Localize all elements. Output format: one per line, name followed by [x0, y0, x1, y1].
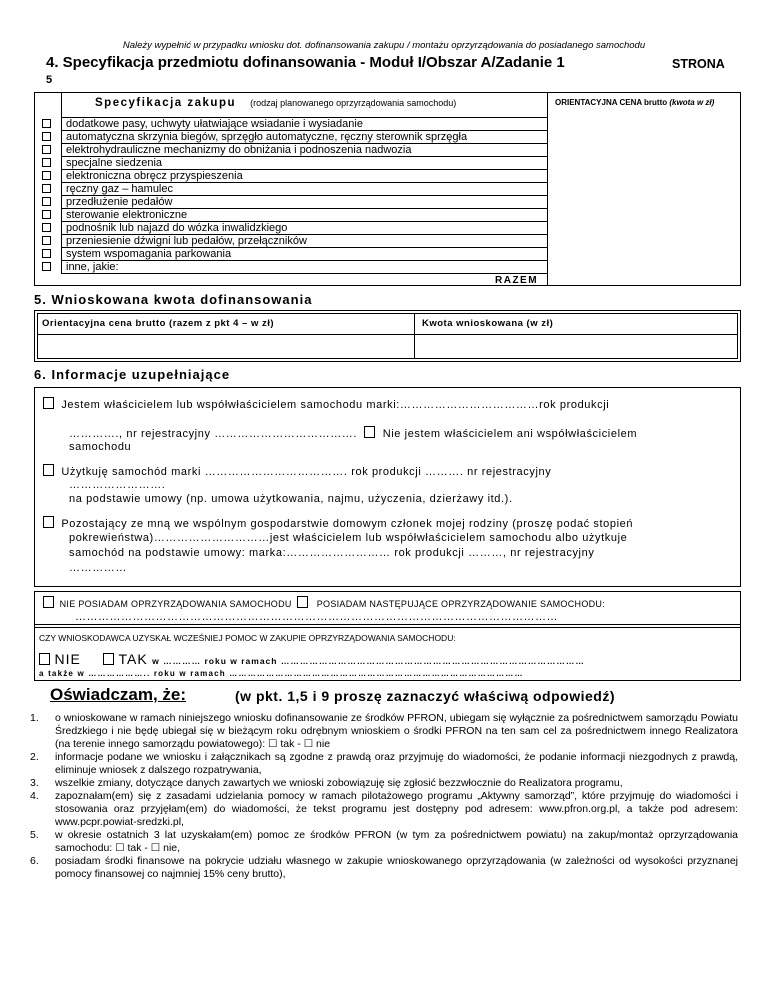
spec-item-label: ręczny gaz – hamulec — [62, 182, 547, 194]
spec-item-checkbox[interactable] — [42, 236, 51, 245]
has-equipment-checkbox[interactable] — [297, 596, 308, 608]
declaration-item — [30, 829, 738, 855]
spec-item-label: system wspomagania parkowania — [62, 247, 547, 259]
declaration-item-number: 5. — [30, 829, 39, 841]
family-line-4: …………… — [69, 562, 127, 574]
family-line-2: pokrewieństwa)…………………………jest właścicielem lub współwłaścicielem samochodu albo użytkuje — [69, 532, 628, 544]
equipment-box — [34, 591, 741, 628]
spec-table — [34, 92, 741, 286]
spec-subheading: (rodzaj planowanego oprzyrządowania samochodu) — [250, 98, 457, 108]
user-checkbox[interactable] — [43, 464, 54, 476]
family-line: Pozostający ze mną we wspólnym gospodarstwie domowym członek mojej rodziny (proszę podać stopień — [61, 518, 634, 530]
spec-item-checkbox[interactable] — [42, 197, 51, 206]
owner-line-3: samochodu — [69, 441, 132, 453]
help-no-label: NIE — [54, 651, 81, 667]
declaration-item-number: 1. — [30, 712, 39, 724]
declaration-item — [30, 855, 738, 881]
page-number: 5 — [46, 74, 53, 86]
family-checkbox[interactable] — [43, 516, 54, 528]
spec-item-label: elektrohydrauliczne mechanizmy do obniżania i podnoszenia nadwozia — [62, 143, 547, 155]
page-label: STRONA — [672, 57, 725, 71]
declaration-item-text: w okresie ostatnich 3 lat uzyskałam(em) pomoc ze środków PFRON (w tym za pośrednictwem powiatu) na zakup/montaż oprzyrządowania samochodu: ☐ tak - ☐ nie, — [55, 829, 738, 854]
spec-item-checkbox[interactable] — [42, 119, 51, 128]
spec-item-label: podnośnik lub najazd do wózka inwalidzkiego — [62, 221, 547, 233]
declaration-item — [30, 790, 738, 829]
total-label: RAZEM — [495, 275, 539, 286]
no-equipment-label: NIE POSIADAM OPRZYRZĄDOWANIA SAMOCHODU — [59, 599, 292, 609]
declaration-item-number: 3. — [30, 777, 39, 789]
declaration-item-text: o wnioskowane w ramach niniejszego wniosku dofinansowanie ze środków PFRON, ubiegam się wyłącznie za pośrednictwem samorządu Powiatu Średzkiego i nie będę ubiegał się w bieżącym roku odrębnym wnioskiem o środki PFRON na ten sam cel za pośrednictwem innego Realizatora (na terenie innego samorządu powiatowego): ☐ tak - ☐ nie — [55, 712, 738, 750]
spec-item-label: automatyczna skrzynia biegów, sprzęgło automatyczne, ręczny sterownik sprzęgła — [62, 130, 547, 142]
not-owner-label: Nie jestem właścicielem ani współwłaścicielem — [382, 428, 638, 440]
declaration-item-text: posiadam środki finansowe na pokrycie udziału własnego w zakupie wnioskowanego oprzyrządowania (w zależności od wysokości przyznanej pomocy finansowej co najmniej 15% ceny brutto), — [55, 855, 738, 880]
owner-line-2: …………., nr rejestracyjny ………………………………. — [69, 428, 358, 440]
family-line-3: samochód na podstawie umowy: marka:……………………… rok produkcji ………, nr rejestracyjny — [69, 547, 595, 559]
no-equipment-checkbox[interactable] — [43, 596, 54, 608]
user-line-3: na podstawie umowy (np. umowa użytkowania, najmu, użyczenia, dzierżawy itd.). — [69, 493, 513, 505]
spec-heading: Specyfikacja zakupu (rodzaj planowanego oprzyrządowania samochodu) — [95, 97, 457, 109]
spec-item-label: elektroniczna obręcz przyspieszenia — [62, 169, 547, 181]
user-line-2: ……………………. — [69, 479, 166, 491]
declaration-list — [30, 712, 738, 881]
declaration-instruction: (w pkt. 1,5 i 9 proszę zaznaczyć właściwą odpowiedź) — [235, 688, 615, 704]
declaration-item — [30, 777, 738, 790]
declaration-item — [30, 712, 738, 751]
spec-item-label: przedłużenie pedałów — [62, 195, 547, 207]
help-yes-details: w ………… roku w ramach …………………………………………………………………………………… — [152, 656, 585, 666]
help-yes-label: TAK — [118, 651, 148, 667]
equipment-input[interactable]: ……………………………………………………………………………………………………………… — [75, 611, 558, 623]
declaration-item — [30, 751, 738, 777]
previous-help-question: CZY WNIOSKODAWCA UZYSKAŁ WCZEŚNIEJ POMOC W ZAKUPIE OPRZYRZĄDOWANIA SAMOCHODU: — [39, 633, 456, 643]
spec-item-checkbox[interactable] — [42, 223, 51, 232]
price-heading: ORIENTACYJNA CENA brutto (kwota w zł) — [555, 98, 715, 107]
help-yes-checkbox[interactable] — [103, 653, 114, 665]
vehicle-info-box — [34, 387, 741, 587]
user-line: Użytkuję samochód marki ………………………………. rok produkcji ………. nr rejestracyjny — [61, 466, 552, 478]
not-owner-checkbox[interactable] — [364, 426, 375, 438]
declaration-item-number: 2. — [30, 751, 39, 763]
declaration-item-text: informacje podane we wniosku i załącznikach są zgodne z prawdą oraz przyjmuję do wiadomości, że podanie informacji niezgodnych z prawdą, eliminuje wniosek z dalszego rozpatrywania, — [55, 751, 738, 776]
declaration-item-text: zapoznałam(em) się z zasadami udzielania pomocy w ramach pilotażowego programu „Aktywny samorząd”, które przyjmuję do wiadomości i stosowania oraz przyjęłam(em) do wiadomości, że tekst programu jest dostępny pod adresem: www.pfron.org.pl, a także pod adresem: www.pcpr.powiat-sredzki.pl, — [55, 790, 738, 828]
section4-title: 4. Specyfikacja przedmiotu dofinansowania - Moduł I/Obszar A/Zadanie 1 — [46, 54, 565, 71]
header-note: Należy wypełnić w przypadku wniosku dot. dofinansowania zakupu / montażu oprzyrządowania do posiadanego samochodu — [122, 40, 646, 51]
declaration-item-number: 6. — [30, 855, 39, 867]
amount-table — [34, 310, 741, 362]
owner-checkbox[interactable] — [43, 397, 54, 409]
help-also-line: a także w ……………….. roku w ramach …………………………………………………………………………………… — [39, 669, 524, 678]
spec-item-checkbox[interactable] — [42, 262, 51, 271]
spec-item-checkbox[interactable] — [42, 249, 51, 258]
has-equipment-label: POSIADAM NASTĘPUJĄCE OPRZYRZĄDOWANIE SAMOCHODU: — [316, 599, 606, 609]
declaration-item-text: wszelkie zmiany, dotyczące danych zawartych we wnioski zobowiązuję się zgłosić bezzwłocznie do Realizatora programu, — [55, 777, 623, 789]
spec-item-label: specjalne siedzenia — [62, 156, 547, 168]
spec-item-label: inne, jakie: — [62, 260, 547, 272]
spec-item-checkbox[interactable] — [42, 184, 51, 193]
spec-item-checkbox[interactable] — [42, 158, 51, 167]
section6-title: 6. Informacje uzupełniające — [34, 367, 231, 382]
owner-line: Jestem właścicielem lub współwłaścicielem samochodu marki:………………………………rok produkcji — [61, 399, 610, 411]
price-column-header: Orientacyjna cena brutto (razem z pkt 4 – w zł) — [42, 318, 275, 329]
previous-help-box — [34, 624, 741, 681]
section5-title: 5. Wnioskowana kwota dofinansowania — [34, 292, 313, 307]
declaration-item-number: 4. — [30, 790, 39, 802]
spec-item-checkbox[interactable] — [42, 210, 51, 219]
spec-item-label: dodatkowe pasy, uchwyty ułatwiające wsiadanie i wysiadanie — [62, 117, 547, 129]
help-no-checkbox[interactable] — [39, 653, 50, 665]
spec-item-label: sterowanie elektroniczne — [62, 208, 547, 220]
spec-item-checkbox[interactable] — [42, 132, 51, 141]
declaration-heading: Oświadczam, że: — [50, 685, 187, 704]
spec-item-label: przeniesienie dźwigni lub pedałów, przełączników — [62, 234, 547, 246]
spec-item-checkbox[interactable] — [42, 145, 51, 154]
spec-item-checkbox[interactable] — [42, 171, 51, 180]
requested-column-header: Kwota wnioskowana (w zł) — [422, 318, 554, 329]
